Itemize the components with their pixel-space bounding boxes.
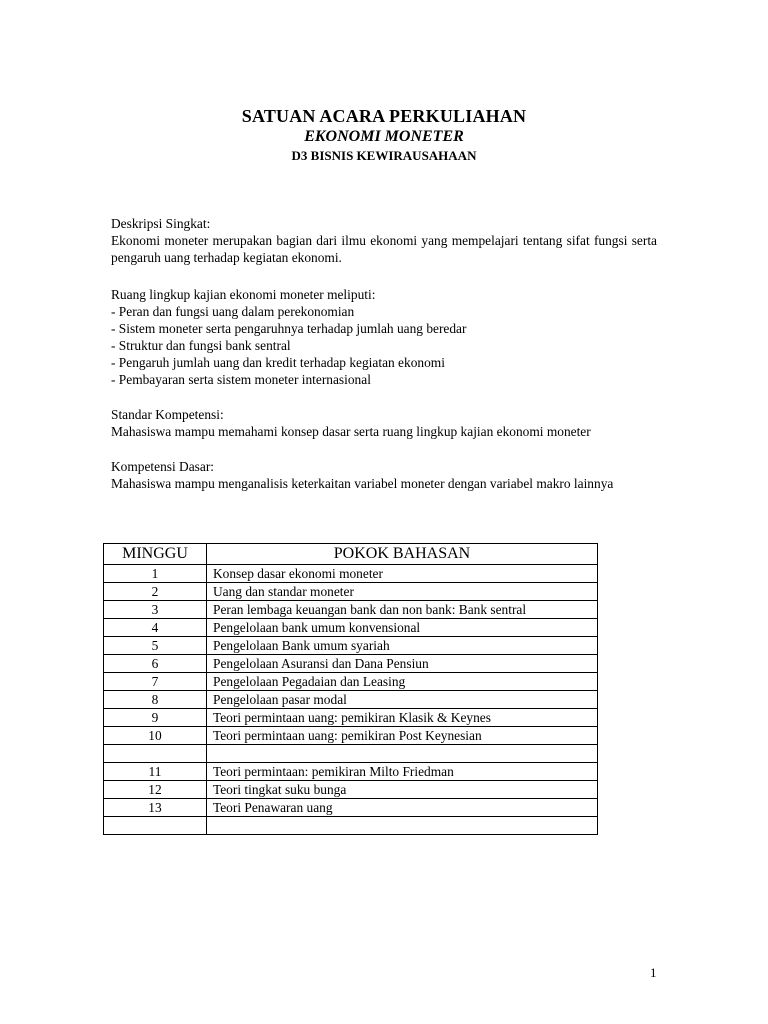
standard-competency-text: Mahasiswa mampu memahami konsep dasar serta ruang lingkup kajian ekonomi moneter [111, 424, 591, 439]
table-row [104, 799, 598, 817]
week-cell: 9 [104, 709, 207, 727]
topic-cell: Teori permintaan uang: pemikiran Klasik & Keynes [207, 709, 598, 727]
description-section [111, 215, 657, 266]
column-header-topic: POKOK BAHASAN [207, 544, 598, 565]
page-number: 1 [650, 965, 657, 980]
week-cell: 13 [104, 799, 207, 817]
basic-competency-text: Mahasiswa mampu menganalisis keterkaitan variabel moneter dengan variabel makro lainnya [111, 476, 614, 491]
week-cell: 4 [104, 619, 207, 637]
week-cell: 11 [104, 763, 207, 781]
schedule-table [103, 543, 598, 835]
week-cell: 12 [104, 781, 207, 799]
topic-cell: Pengelolaan Pegadaian dan Leasing [207, 673, 598, 691]
scope-label: Ruang lingkup kajian ekonomi moneter meliputi: [111, 287, 376, 302]
topic-cell: Teori Penawaran uang [207, 799, 598, 817]
table-header-row [104, 544, 598, 565]
week-cell [104, 745, 207, 763]
table-row [104, 601, 598, 619]
table-row [104, 583, 598, 601]
description-text: Ekonomi moneter merupakan bagian dari ilmu ekonomi yang mempelajari tentang sifat fungsi serta pengaruh uang terhadap kegiatan ekonomi. [111, 233, 657, 265]
week-cell: 7 [104, 673, 207, 691]
document-title: SATUAN ACARA PERKULIAHAN [241, 106, 527, 126]
description-label: Deskripsi Singkat: [111, 216, 211, 231]
table-row [104, 727, 598, 745]
scope-item: - Struktur dan fungsi bank sentral [111, 338, 291, 353]
course-name: EKONOMI MONETER [304, 128, 464, 145]
table-row [104, 655, 598, 673]
week-cell [104, 817, 207, 835]
topic-cell: Uang dan standar moneter [207, 583, 598, 601]
week-cell: 8 [104, 691, 207, 709]
basic-competency-label: Kompetensi Dasar: [111, 459, 215, 474]
topic-cell: Pengelolaan pasar modal [207, 691, 598, 709]
topic-cell: Teori permintaan: pemikiran Milto Friedman [207, 763, 598, 781]
table-row [104, 781, 598, 799]
table-row-empty [104, 817, 598, 835]
scope-item: - Sistem moneter serta pengaruhnya terhadap jumlah uang beredar [111, 321, 467, 336]
week-cell: 3 [104, 601, 207, 619]
program-name: D3 BISNIS KEWIRAUSAHAAN [291, 148, 477, 163]
week-cell: 2 [104, 583, 207, 601]
topic-cell: Konsep dasar ekonomi moneter [207, 565, 598, 583]
week-cell: 1 [104, 565, 207, 583]
column-header-week: MINGGU [104, 544, 207, 565]
table-row [104, 637, 598, 655]
table-row [104, 763, 598, 781]
topic-cell: Peran lembaga keuangan bank dan non bank: Bank sentral [207, 601, 598, 619]
standard-competency-section [111, 406, 657, 440]
week-cell: 6 [104, 655, 207, 673]
table-row [104, 673, 598, 691]
topic-cell: Pengelolaan bank umum konvensional [207, 619, 598, 637]
scope-section [111, 286, 657, 388]
topic-cell: Pengelolaan Asuransi dan Dana Pensiun [207, 655, 598, 673]
table-row [104, 565, 598, 583]
table-row [104, 619, 598, 637]
basic-competency-section [111, 458, 657, 492]
scope-item: - Pengaruh jumlah uang dan kredit terhadap kegiatan ekonomi [111, 355, 445, 370]
table-row-empty [104, 745, 598, 763]
topic-cell: Pengelolaan Bank umum syariah [207, 637, 598, 655]
week-cell: 10 [104, 727, 207, 745]
topic-cell: Teori tingkat suku bunga [207, 781, 598, 799]
topic-cell [207, 817, 598, 835]
table-row [104, 691, 598, 709]
topic-cell [207, 745, 598, 763]
standard-competency-label: Standar Kompetensi: [111, 407, 224, 422]
week-cell: 5 [104, 637, 207, 655]
scope-item: - Peran dan fungsi uang dalam perekonomian [111, 304, 355, 319]
table-row [104, 709, 598, 727]
scope-item: - Pembayaran serta sistem moneter internasional [111, 372, 371, 387]
topic-cell: Teori permintaan uang: pemikiran Post Keynesian [207, 727, 598, 745]
